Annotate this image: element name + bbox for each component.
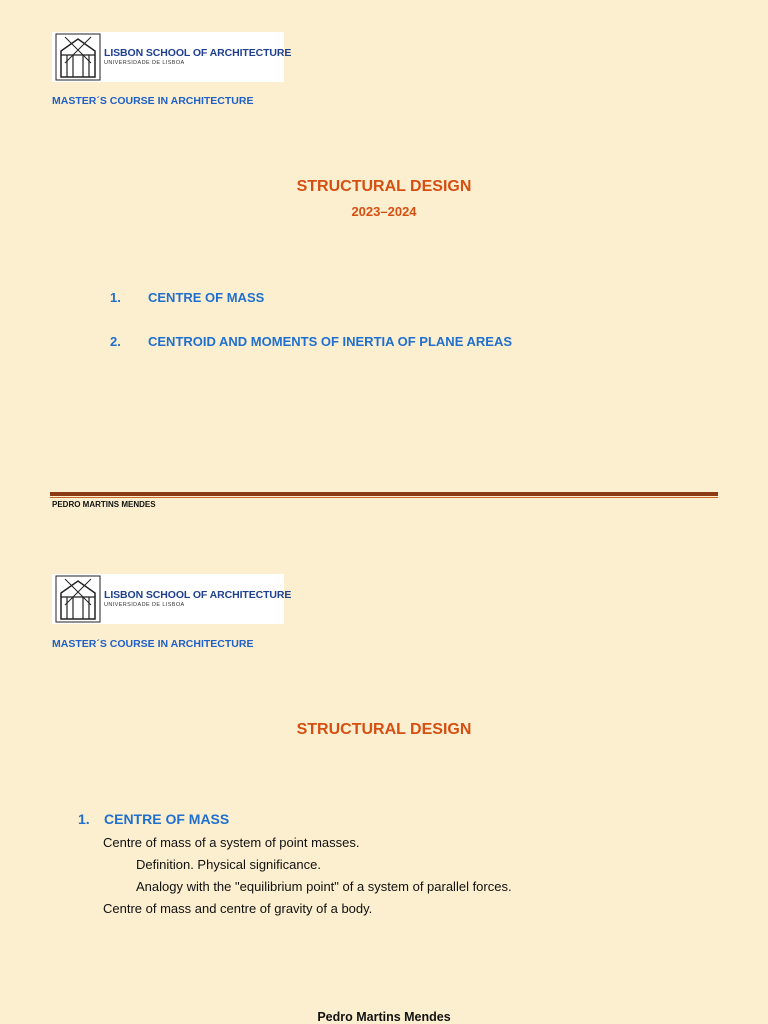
toc-label: CENTRE OF MASS xyxy=(148,290,265,305)
content-line-3: Analogy with the "equilibrium point" of a system of parallel forces. xyxy=(136,879,512,894)
section-title: CENTRE OF MASS xyxy=(104,811,230,827)
toc-number: 1. xyxy=(110,290,121,305)
architecture-emblem-icon xyxy=(55,33,101,81)
author-footer: Pedro Martins Mendes xyxy=(317,1010,451,1024)
content-line-2: Definition. Physical significance. xyxy=(136,857,321,872)
toc-item-1 xyxy=(110,290,264,305)
content-line-4: Centre of mass and centre of gravity of a body. xyxy=(103,901,373,916)
author-name: PEDRO MARTINS MENDES xyxy=(52,500,156,509)
document-title: STRUCTURAL DESIGN xyxy=(296,721,472,738)
course-name: MASTER´S COURSE IN ARCHITECTURE xyxy=(52,638,254,650)
architecture-emblem-icon xyxy=(55,575,101,623)
toc-item-2 xyxy=(110,334,512,349)
footer-rule-thin xyxy=(50,497,718,498)
school-logo xyxy=(52,574,292,624)
content-line-1: Centre of mass of a system of point masses. xyxy=(103,835,360,850)
section-number: 1. xyxy=(78,811,90,827)
academic-year: 2023–2024 xyxy=(351,204,417,219)
school-name: LISBON SCHOOL OF ARCHITECTURE xyxy=(104,589,292,601)
university-name: UNIVERSIDADE DE LISBOA xyxy=(104,59,185,66)
university-name: UNIVERSIDADE DE LISBOA xyxy=(104,601,185,608)
course-name: MASTER´S COURSE IN ARCHITECTURE xyxy=(52,95,254,107)
toc-label: CENTROID AND MOMENTS OF INERTIA OF PLANE AREAS xyxy=(148,334,512,349)
document-title: STRUCTURAL DESIGN xyxy=(296,178,472,195)
section-heading xyxy=(78,811,229,827)
footer-rule xyxy=(50,492,718,496)
school-logo xyxy=(52,32,292,82)
toc-number: 2. xyxy=(110,334,121,349)
school-name: LISBON SCHOOL OF ARCHITECTURE xyxy=(104,47,292,59)
